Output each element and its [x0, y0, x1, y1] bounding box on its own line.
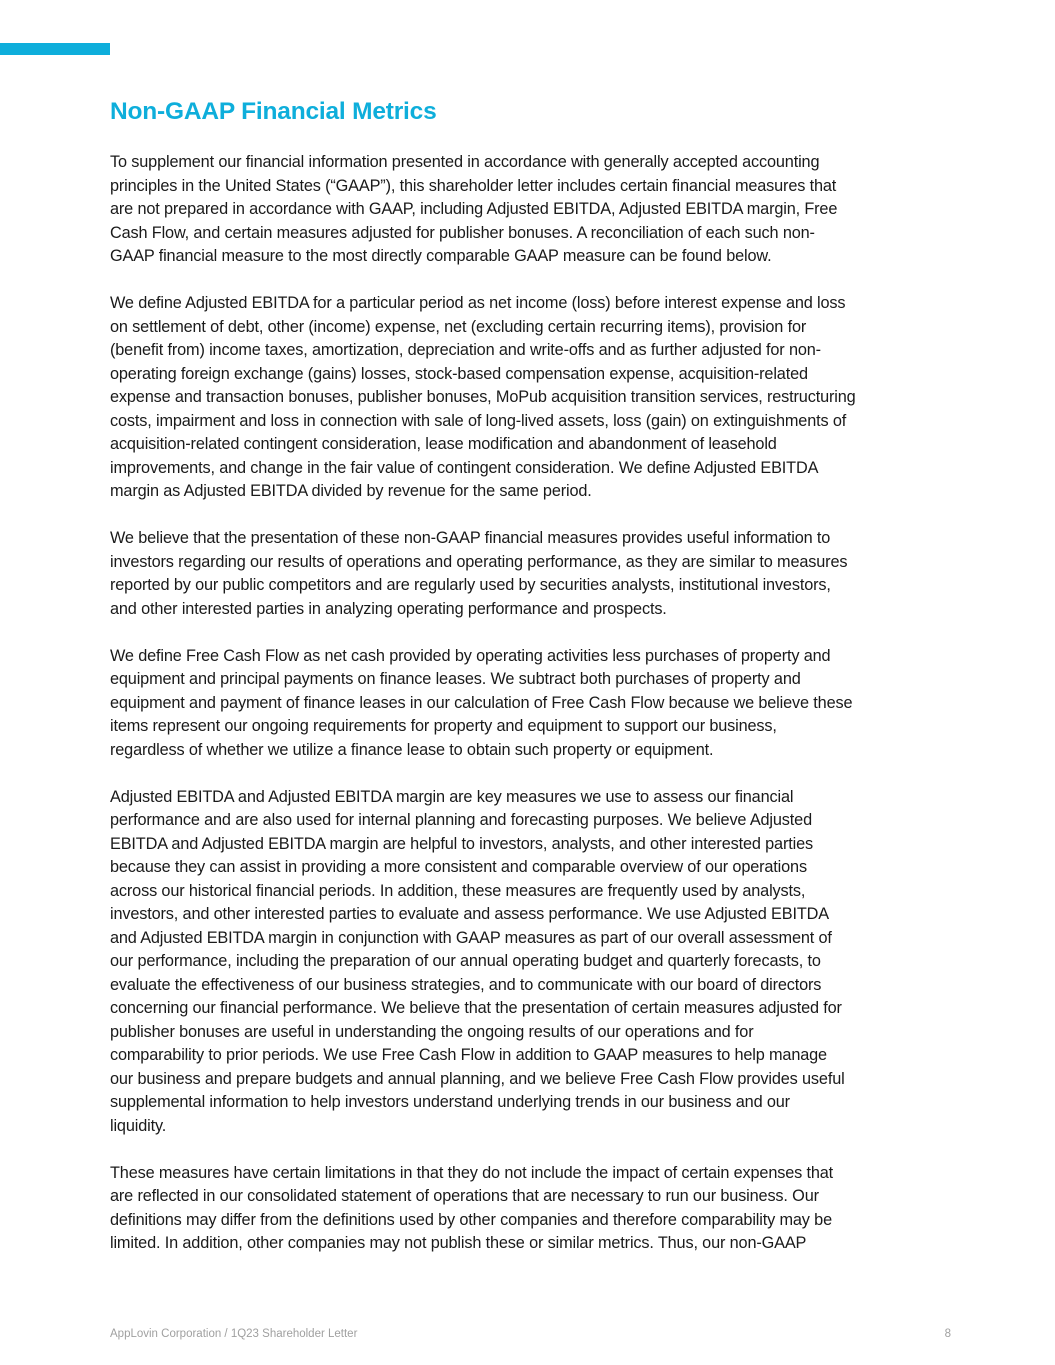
text-line: improvements, and change in the fair value of contingent consideration. We define Adjusted EBITDA: [110, 458, 819, 477]
text-line: comparability to prior periods. We use Free Cash Flow in addition to GAAP measures to help manage: [110, 1046, 827, 1064]
text-line: margin as Adjusted EBITDA divided by revenue for the same period.: [110, 482, 592, 500]
text-line: limited. In addition, other companies may not publish these or similar metrics. Thus, our non-GAAP: [110, 1234, 807, 1252]
text-line: (benefit from) income taxes, amortization, depreciation and write-offs and as further adjusted for non-: [110, 341, 821, 359]
text-line: equipment and payment of finance leases in our calculation of Free Cash Flow because we believe these: [110, 693, 853, 712]
paragraph-key-measures: [110, 786, 980, 1139]
paragraph-usefulness: [110, 527, 980, 621]
paragraph-limitations: [110, 1162, 980, 1256]
page-number: 8: [944, 1328, 951, 1340]
text-line: Adjusted EBITDA and Adjusted EBITDA margin are key measures we use to assess our financial: [110, 787, 794, 806]
text-line: definitions may differ from the definitions used by other companies and therefore comparability may be: [110, 1210, 832, 1229]
text-line: equipment and principal payments on finance leases. We subtract both purchases of property and: [110, 670, 801, 688]
text-line: To supplement our financial information presented in accordance with generally accepted accounting: [110, 153, 820, 171]
text-line: are reflected in our consolidated statement of operations that are necessary to run our business. Our: [110, 1187, 819, 1205]
header-accent-bar: [0, 43, 110, 55]
text-line: Cash Flow, and certain measures adjusted for publisher bonuses. A reconciliation of each such non-: [110, 223, 815, 242]
text-line: expense and transaction bonuses, publisher bonuses, MoPub acquisition transition services, restructuring: [110, 388, 856, 406]
paragraph-free-cash-flow-definition: [110, 645, 980, 763]
text-line: supplemental information to help investors understand underlying trends in our business and our: [110, 1093, 790, 1111]
text-line: GAAP financial measure to the most directly comparable GAAP measure can be found below.: [110, 247, 772, 265]
text-line: items represent our ongoing requirements for property and equipment to support our business,: [110, 717, 777, 735]
text-line: These measures have certain limitations in that they do not include the impact of certain expenses that: [110, 1163, 834, 1182]
text-line: principles in the United States (“GAAP”), this shareholder letter includes certain financial measures that: [110, 176, 837, 195]
text-line: and other interested parties in analyzing operating performance and prospects.: [110, 599, 667, 618]
text-line: investors, and other interested parties to evaluate and assess performance. We use Adjusted EBITDA: [110, 905, 829, 923]
text-line: costs, impairment and loss in connection with sale of long-lived assets, loss (gain) on extinguishments of: [110, 411, 847, 430]
text-line: concerning our financial performance. We believe that the presentation of certain measures adjusted for: [110, 999, 842, 1017]
text-line: and Adjusted EBITDA margin in conjunction with GAAP measures as part of our overall assessment of: [110, 928, 832, 947]
text-line: operating foreign exchange (gains) losses, stock-based compensation expense, acquisition-related: [110, 364, 808, 383]
text-line: across our historical financial periods. In addition, these measures are frequently used by analysts,: [110, 881, 806, 900]
paragraph-intro: [110, 151, 980, 269]
text-line: acquisition-related contingent consideration, lease modification and abandonment of leasehold: [110, 435, 777, 453]
text-line: We define Adjusted EBITDA for a particular period as net income (loss) before interest expense and loss: [110, 294, 846, 312]
text-line: because they can assist in providing a more consistent and comparable overview of our operations: [110, 858, 807, 876]
text-line: are not prepared in accordance with GAAP, including Adjusted EBITDA, Adjusted EBITDA margin, Free: [110, 200, 838, 218]
body-text: [110, 151, 980, 1279]
text-line: EBITDA and Adjusted EBITDA margin are helpful to investors, analysts, and other interested parties: [110, 834, 813, 853]
text-line: performance and are also used for internal planning and forecasting purposes. We believe Adjusted: [110, 811, 812, 829]
text-line: investors regarding our results of operations and operating performance, as they are similar to measures: [110, 552, 848, 571]
text-line: reported by our public competitors and are regularly used by securities analysts, institutional investors,: [110, 576, 831, 594]
text-line: liquidity.: [110, 1116, 167, 1135]
text-line: regardless of whether we utilize a finance lease to obtain such property or equipment.: [110, 740, 714, 759]
text-line: on settlement of debt, other (income) expense, net (excluding certain recurring items), provision for: [110, 317, 807, 336]
text-line: publisher bonuses are useful in understanding the ongoing results of our operations and for: [110, 1022, 754, 1041]
page-title: Non-GAAP Financial Metrics: [110, 98, 437, 125]
footer-source: AppLovin Corporation / 1Q23 Shareholder Letter: [110, 1328, 358, 1340]
text-line: We define Free Cash Flow as net cash provided by operating activities less purchases of property and: [110, 646, 831, 665]
text-line: our business and prepare budgets and annual planning, and we believe Free Cash Flow provides useful: [110, 1069, 845, 1088]
paragraph-adjusted-ebitda-definition: [110, 292, 980, 504]
text-line: We believe that the presentation of these non-GAAP financial measures provides useful information to: [110, 529, 831, 547]
text-line: our performance, including the preparation of our annual operating budget and quarterly forecasts, to: [110, 952, 821, 970]
text-line: evaluate the effectiveness of our business strategies, and to communicate with our board of directors: [110, 975, 822, 994]
